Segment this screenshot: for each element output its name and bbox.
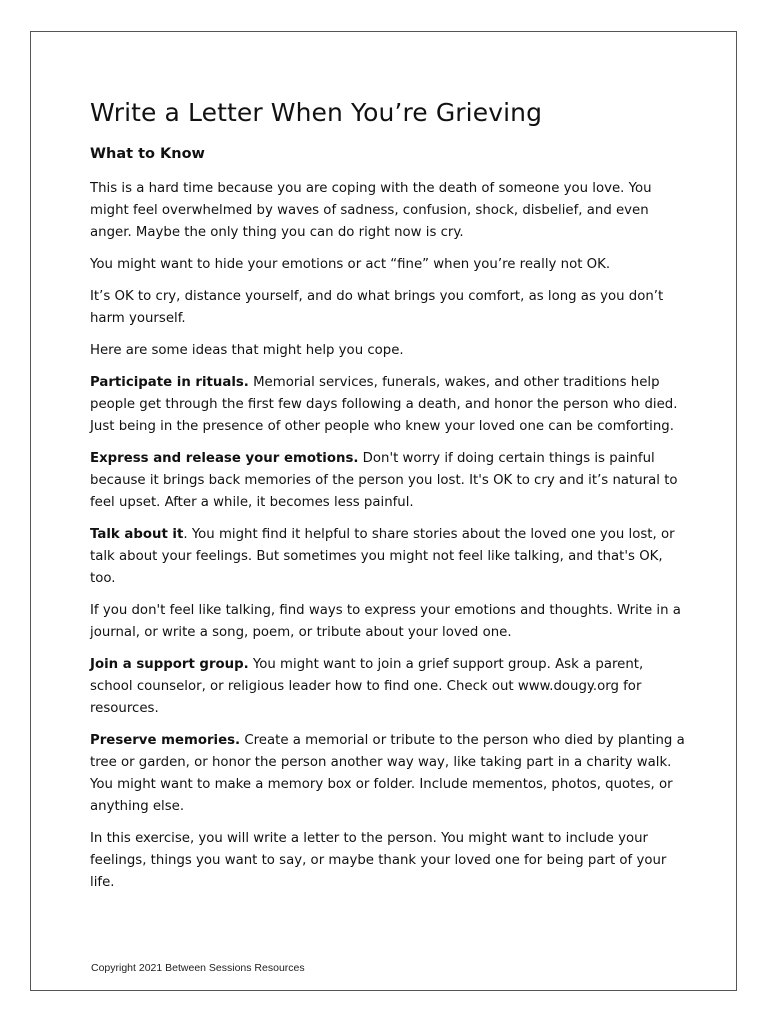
section-heading: What to Know — [90, 146, 205, 162]
paragraph-text: In this exercise, you will write a letter to the person. You might want to include your feelings, things you want to say, or maybe thank your loved one for being part of your life. — [90, 831, 667, 890]
page-title: Write a Letter When You’re Grieving — [90, 98, 543, 127]
paragraph-emotions — [90, 448, 690, 514]
document-body — [90, 92, 690, 904]
paragraph-lead: Join a support group. — [90, 657, 249, 672]
paragraph — [90, 286, 690, 330]
paragraph-text: It’s OK to cry, distance yourself, and do what brings you comfort, as long as you don’t harm yourself. — [90, 289, 664, 326]
paragraph-text: If you don't feel like talking, find ways to express your emotions and thoughts. Write in a journal, or write a song, poem, or tribute about your loved one. — [90, 603, 681, 640]
paragraph-talk — [90, 524, 690, 590]
paragraph-text: This is a hard time because you are coping with the death of someone you love. You might feel overwhelmed by waves of sadness, confusion, shock, disbelief, and even anger. Maybe the only thing you can do right now is cry. — [90, 181, 652, 240]
paragraph-text: You might want to join a grief support group. Ask a parent, school counselor, or religious leader how to find one. Check out www.dougy.org for resources. — [90, 657, 644, 716]
paragraph-lead: Preserve memories. — [90, 733, 241, 748]
paragraph — [90, 340, 690, 362]
paragraph — [90, 600, 690, 644]
paragraph-text: . You might find it helpful to share stories about the loved one you lost, or talk about your feelings. But sometimes you might not feel like talking, and that's OK, too. — [90, 527, 675, 586]
copyright-footer: Copyright 2021 Between Sessions Resources — [91, 962, 305, 974]
paragraph — [90, 178, 690, 244]
paragraph-rituals — [90, 372, 690, 438]
paragraph — [90, 254, 690, 276]
paragraph-text: Create a memorial or tribute to the person who died by planting a tree or garden, or honor the person another way way, like taking part in a charity walk. You might want to make a memory box or folder. Include mementos, photos, quotes, or anything else. — [90, 733, 685, 814]
paragraph-memories — [90, 730, 690, 818]
paragraph-lead: Talk about it — [90, 527, 184, 542]
paragraph-exercise — [90, 828, 690, 894]
paragraph-text: Don't worry if doing certain things is painful because it brings back memories of the person you lost. It's OK to cry and it’s natural to feel upset. After a while, it becomes less painful. — [90, 451, 678, 510]
paragraph-lead: Express and release your emotions. — [90, 451, 359, 466]
paragraph-text: Here are some ideas that might help you cope. — [90, 343, 404, 358]
paragraph-text: You might want to hide your emotions or act “fine” when you’re really not OK. — [90, 257, 611, 272]
paragraph-support-group — [90, 654, 690, 720]
paragraph-text: Memorial services, funerals, wakes, and other traditions help people get through the first few days following a death, and honor the person who died. Just being in the presence of other people who knew your loved one can be comforting. — [90, 375, 678, 434]
paragraph-lead: Participate in rituals. — [90, 375, 249, 390]
